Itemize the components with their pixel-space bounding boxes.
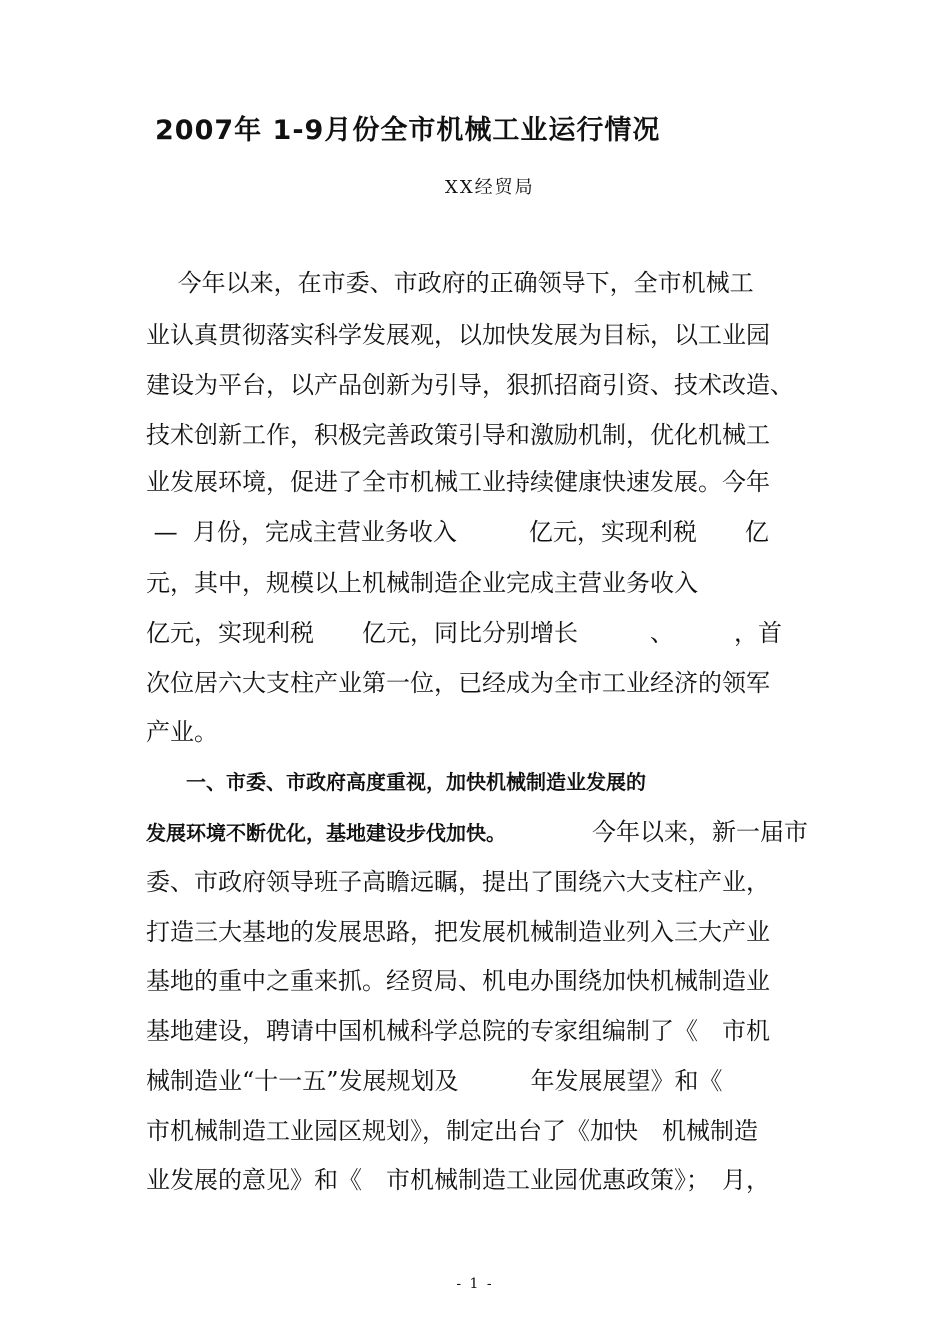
paragraph-line: 打造三大基地的发展思路，把发展机械制造业列入三大产业 — [146, 918, 770, 946]
paragraph-line: 元，其中，规模以上机械制造企业完成主营业务收入 — [146, 569, 746, 597]
paragraph-line: 基地的重中之重来抓。经贸局、机电办围绕加快机械制造业 — [146, 967, 770, 995]
paragraph-line: 今年以来，在市委、市政府的正确领导下，全市机械工 — [146, 269, 754, 297]
paragraph-line: 技术创新工作，积极完善政策引导和激励机制，优化机械工 — [146, 421, 770, 449]
document-author: XX经贸局 — [445, 177, 535, 198]
document-title: 2007年 1-9月份全市机械工业运行情况 — [155, 115, 661, 146]
paragraph-line: 委、市政府领导班子高瞻远瞩，提出了围绕六大支柱产业， — [146, 868, 770, 896]
paragraph-line: 械制造业“十一五”发展规划及 年发展展望》和《 — [146, 1067, 723, 1095]
paragraph-line: 亿元，实现利税 亿元，同比分别增长 、 ，首 — [146, 619, 782, 647]
section-heading-line: 发展环境不断优化，基地建设步伐加快。 — [146, 821, 506, 845]
paragraph-line: 业认真贯彻落实科学发展观，以加快发展为目标，以工业园 — [146, 321, 770, 349]
section-heading-continuation — [146, 817, 808, 848]
paragraph-line: 今年以来，新一届市 — [592, 818, 808, 846]
paragraph-line: 业发展的意见》和《 市机械制造工业园优惠政策》； 月， — [146, 1166, 770, 1194]
paragraph-line: 市机械制造工业园区规划》，制定出台了《加快 机械制造 — [146, 1117, 758, 1145]
paragraph-line: — 月份，完成主营业务收入 亿元，实现利税 亿 — [146, 518, 769, 546]
paragraph-line: 次位居六大支柱产业第一位，已经成为全市工业经济的领军 — [146, 669, 770, 697]
section-heading: 一、市委、市政府高度重视，加快机械制造业发展的 — [146, 770, 646, 794]
paragraph-line: 基地建设，聘请中国机械科学总院的专家组编制了《 市机 — [146, 1017, 770, 1045]
page-number: - 1 - — [456, 1276, 494, 1292]
paragraph-line: 业发展环境，促进了全市机械工业持续健康快速发展。今年 — [146, 468, 770, 496]
paragraph-line: 建设为平台，以产品创新为引导，狠抓招商引资、技术改造、 — [146, 371, 794, 399]
paragraph-line: 产业。 — [146, 718, 218, 746]
